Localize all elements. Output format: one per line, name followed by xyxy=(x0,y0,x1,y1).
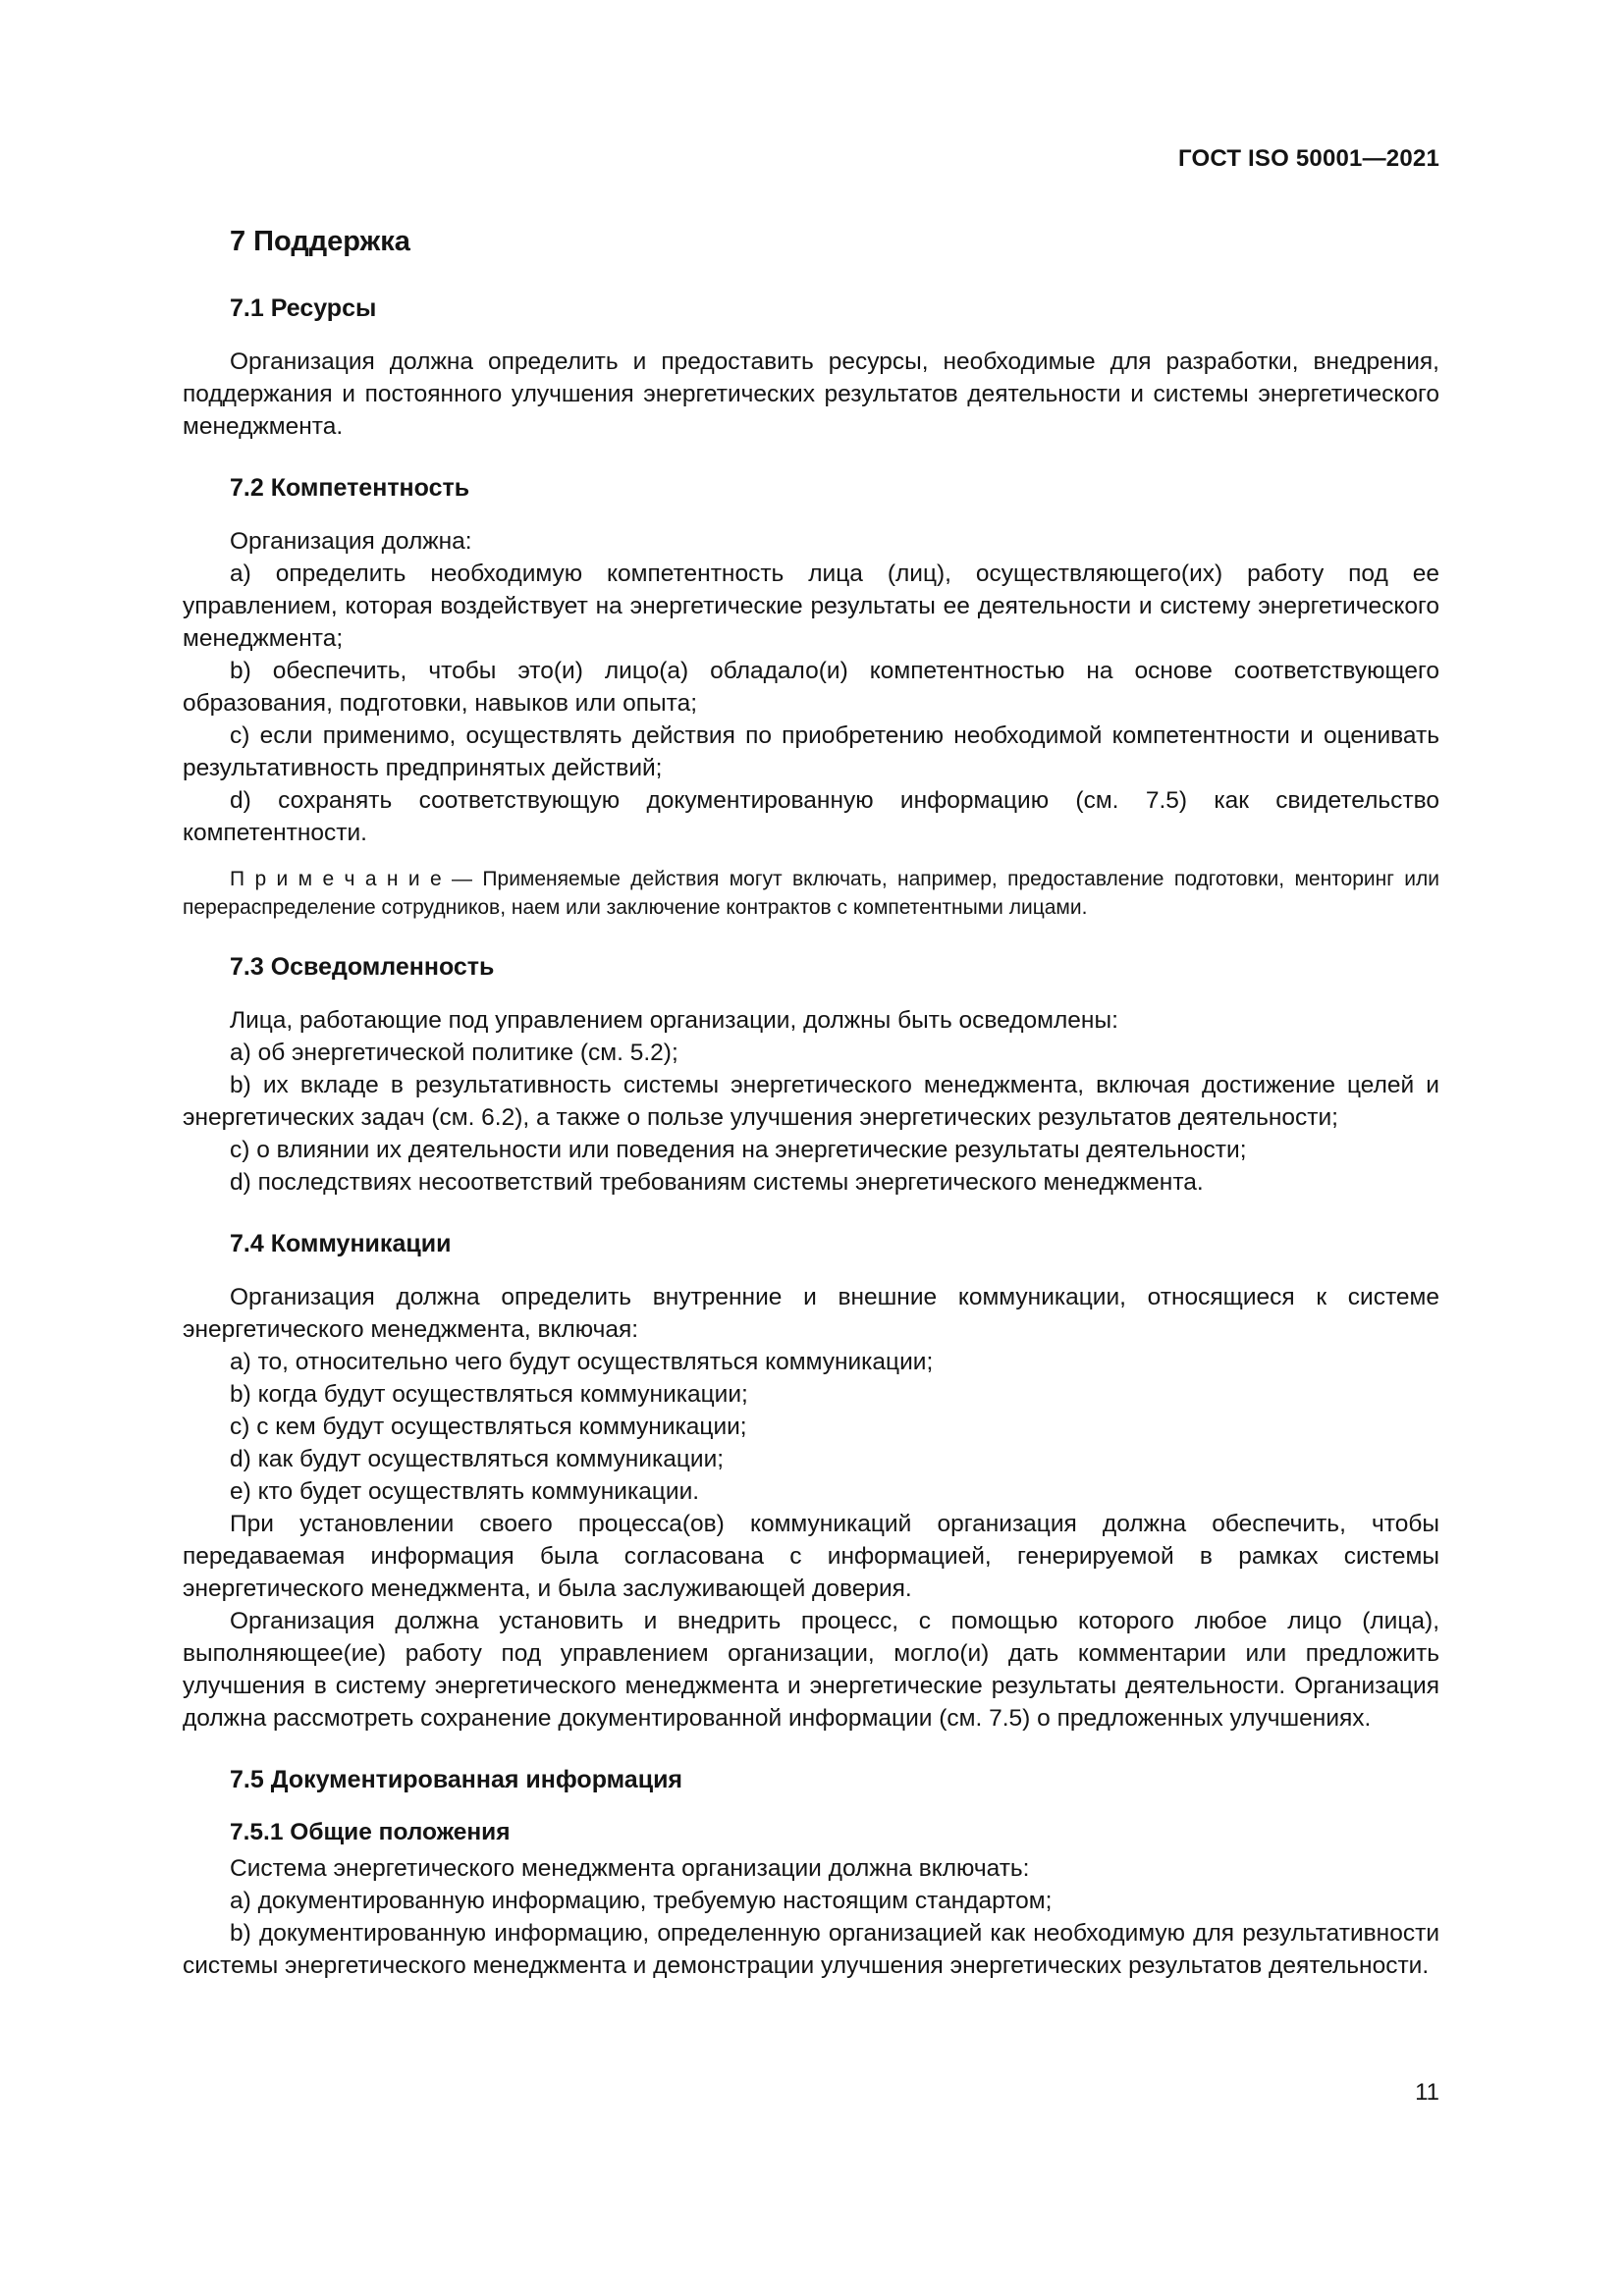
paragraph: Организация должна определить и предоставить ресурсы, необходимые для разработки, внедрения, поддержания и постоянного улучшения энергетических результатов деятельности и системы энергетического менеджмента. xyxy=(183,348,1439,440)
page-number: 11 xyxy=(1415,2079,1439,2106)
paragraph: b) их вкладе в результативность системы энергетического менеджмента, включая достижение целей и энергетических задач (см. 6.2), а также о пользе улучшения энергетических результатов деятельности; xyxy=(183,1072,1439,1131)
paragraph: Система энергетического менеджмента организации должна включать: xyxy=(230,1855,1030,1882)
paragraph: a) об энергетической политике (см. 5.2); xyxy=(230,1040,678,1066)
paragraph: d) как будут осуществляться коммуникации; xyxy=(230,1446,725,1472)
paragraph: e) кто будет осуществлять коммуникации. xyxy=(230,1478,700,1505)
document-body xyxy=(183,224,1439,1982)
subsection-heading: 7.5 Документированная информация xyxy=(230,1766,683,1793)
paragraph: Лица, работающие под управлением организации, должны быть осведомлены: xyxy=(230,1007,1118,1034)
paragraph: c) если применимо, осуществлять действия по приобретению необходимой компетентности и оценивать результативность предпринятых действий; xyxy=(183,722,1439,781)
subsection-heading: 7.4 Коммуникации xyxy=(230,1230,452,1257)
paragraph: a) документированную информацию, требуемую настоящим стандартом; xyxy=(230,1888,1053,1914)
paragraph: d) последствиях несоответствий требованиям системы энергетического менеджмента. xyxy=(230,1169,1204,1196)
paragraph: b) когда будут осуществляться коммуникации; xyxy=(230,1381,748,1408)
paragraph: Организация должна: xyxy=(230,528,472,555)
paragraph: a) определить необходимую компетентность лица (лиц), осуществляющего(их) работу под ее управлением, которая воздействует на энергетические результаты ее деятельности и систему энергетического менеджмента; xyxy=(183,561,1439,652)
paragraph: c) с кем будут осуществляться коммуникации; xyxy=(230,1414,747,1440)
paragraph: d) сохранять соответствующую документированную информацию (см. 7.5) как свидетельство компетентности. xyxy=(183,787,1439,846)
subsection-heading: 7.1 Ресурсы xyxy=(230,294,377,322)
running-header: ГОСТ ISO 50001—2021 xyxy=(1178,145,1439,172)
paragraph: Организация должна установить и внедрить процесс, с помощью которого любое лицо (лица), выполняющее(ие) работу под управлением организации, могло(и) дать комментарии или предложить улучшения в систему энергетического менеджмента и энергетические результаты деятельности. Организация должна рассмотреть сохранение документированной информации (см. 7.5) о предложенных улучшениях. xyxy=(183,1608,1439,1732)
paragraph: b) документированную информацию, определенную организацией как необходимую для результативности системы энергетического менеджмента и демонстрации улучшения энергетических результатов деятельности. xyxy=(183,1920,1439,1979)
note-paragraph: П р и м е ч а н и е — Применяемые действия могут включать, например, предоставление подготовки, менторинг или перераспределение сотрудников, наем или заключение контрактов с компетентными лицами. xyxy=(183,868,1439,919)
paragraph: b) обеспечить, чтобы это(и) лицо(а) обладало(и) компетентностью на основе соответствующего образования, подготовки, навыков или опыта; xyxy=(183,658,1439,717)
paragraph: Организация должна определить внутренние и внешние коммуникации, относящиеся к системе энергетического менеджмента, включая: xyxy=(183,1284,1439,1343)
paragraph: При установлении своего процесса(ов) коммуникаций организация должна обеспечить, чтобы передаваемая информация была согласована с информацией, генерируемой в рамках системы энергетического менеджмента, и была заслуживающей доверия. xyxy=(183,1511,1439,1602)
section-heading: 7 Поддержка xyxy=(230,226,410,257)
subsection-heading: 7.3 Осведомленность xyxy=(230,953,495,981)
paragraph: a) то, относительно чего будут осуществляться коммуникации; xyxy=(230,1349,934,1375)
subsubsection-heading: 7.5.1 Общие положения xyxy=(230,1819,511,1845)
paragraph: c) о влиянии их деятельности или поведения на энергетические результаты деятельности; xyxy=(230,1137,1247,1163)
subsection-heading: 7.2 Компетентность xyxy=(230,474,470,502)
